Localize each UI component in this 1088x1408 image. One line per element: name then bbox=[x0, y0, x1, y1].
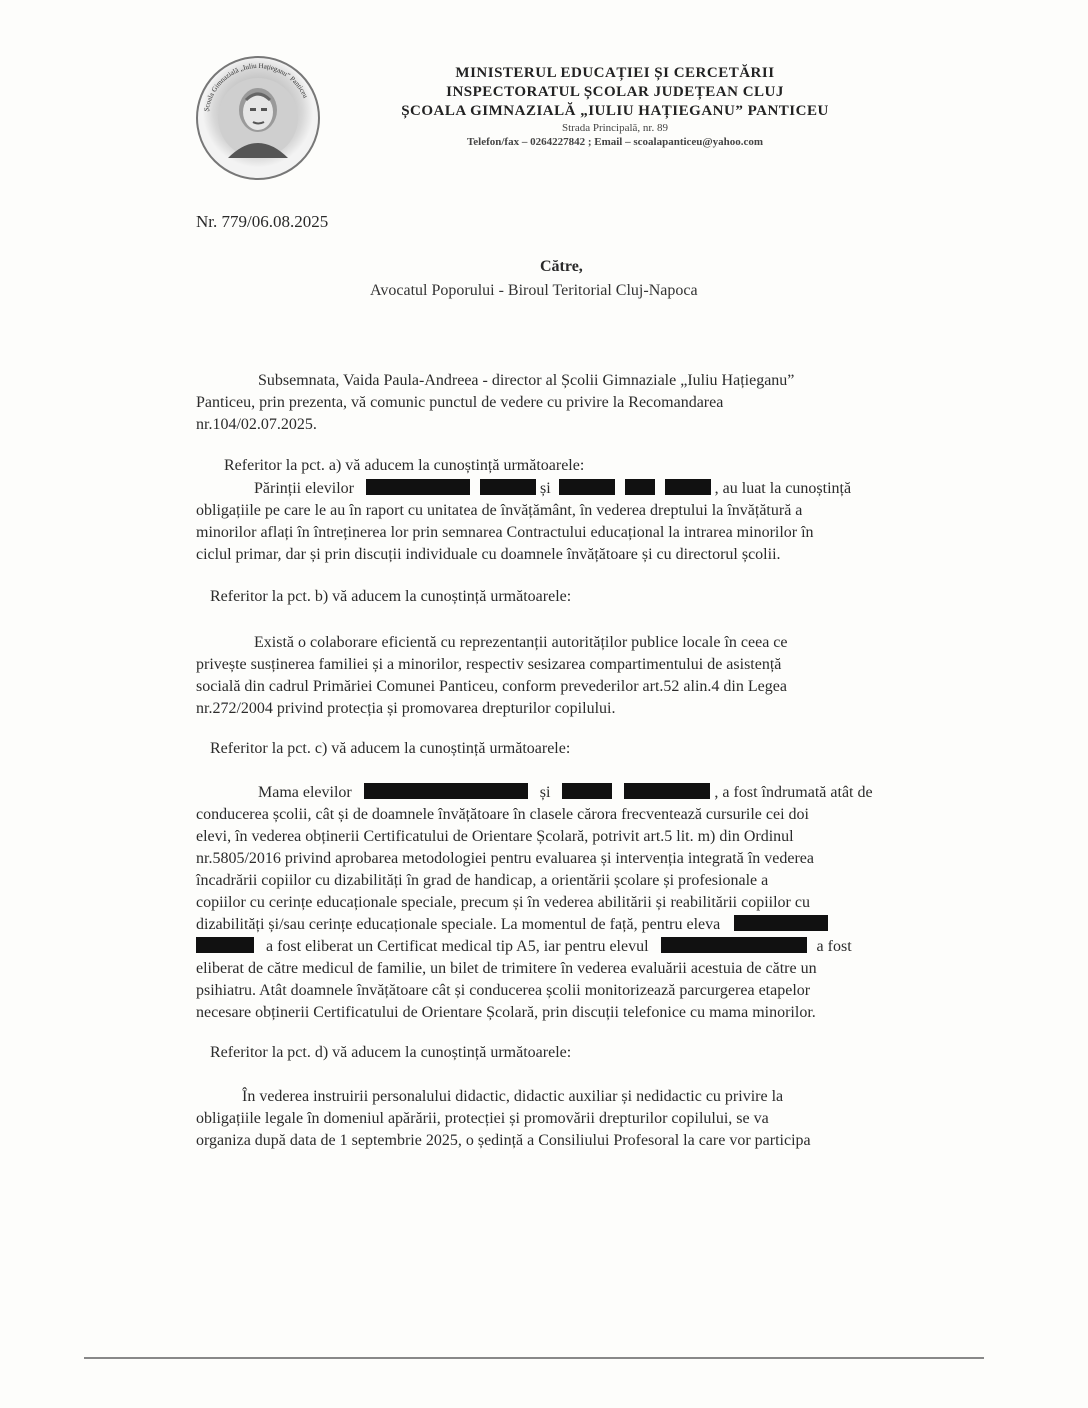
point-a-line: obligațiile pe care le au în raport cu unitatea de învățământ, în vederea dreptului la învățătură a bbox=[196, 502, 803, 519]
point-c-line: copiilor cu cerințe educaționale speciale, precum și în vederea abilitării și reabilitării copiilor cu bbox=[196, 894, 810, 911]
ministry-name: MINISTERUL EDUCAȚIEI ȘI CERCETĂRII bbox=[455, 65, 775, 81]
point-c-text: , a fost îndrumată atât de bbox=[714, 784, 873, 801]
redacted-name bbox=[734, 915, 828, 931]
redacted-name bbox=[625, 479, 655, 495]
point-c-text: a fost eliberat un Certificat medical tip A5, iar pentru elevul bbox=[266, 938, 649, 955]
inspectorate-name: INSPECTORATUL ȘCOLAR JUDEȚEAN CLUJ bbox=[446, 84, 784, 100]
point-c-text: dizabilități și/sau cerințe educaționale speciale. La momentul de față, pentru eleva bbox=[196, 916, 721, 933]
point-c-line: încadrării copiilor cu dizabilități în grad de handicap, a orientării școlare și profesionale a bbox=[196, 872, 769, 889]
point-c-line bbox=[196, 782, 873, 804]
point-b-line: socială din cadrul Primăriei Comunei Panticeu, conform prevederilor art.52 alin.4 din Legea bbox=[196, 678, 787, 695]
redacted-name bbox=[364, 783, 528, 799]
logo-ring-text: Școala Gimnazială „Iuliu Hațieganu” Panticeu bbox=[202, 61, 310, 113]
redacted-name bbox=[196, 937, 254, 953]
point-c-line: necesare obținerii Certificatului de Orientare Școlară, prin discuții telefonice cu mama minorilor. bbox=[196, 1004, 816, 1021]
point-a-text: Părinții elevilor bbox=[254, 480, 354, 497]
point-c-heading: Referitor la pct. c) vă aducem la cunoștință următoarele: bbox=[210, 740, 571, 757]
point-a-text: și bbox=[539, 480, 551, 497]
point-c-text: și bbox=[539, 784, 551, 801]
point-c-line: conducerea școlii, cât și de doamnele învățătoare în clasele cărora frecventează cursurile cei doi bbox=[196, 806, 809, 823]
recipient-name: Avocatul Poporului - Biroul Teritorial Cluj-Napoca bbox=[370, 282, 698, 299]
point-a-line: ciclul primar, dar și prin discuții individuale cu doamnele învățătoare și cu directorul școlii. bbox=[196, 546, 781, 563]
point-d-line: organiza după data de 1 septembrie 2025, o ședință a Consiliului Profesoral la care vor participa bbox=[196, 1132, 811, 1149]
school-logo bbox=[196, 56, 320, 180]
point-b-paragraph bbox=[196, 632, 788, 720]
point-c-line: eliberat de către medicul de familie, un bilet de trimitere în vederea evaluării acestuia de către un bbox=[196, 960, 817, 977]
point-a-line bbox=[196, 478, 851, 500]
point-a-line: minorilor aflați în întreținerea lor prin semnarea Contractului educațional la intrarea minorilor în bbox=[196, 524, 814, 541]
point-b-line: privește susținerea familiei și a minorilor, respectiv sesizarea compartimentului de asistență bbox=[196, 656, 782, 673]
point-d-heading: Referitor la pct. d) vă aducem la cunoștință următoarele: bbox=[210, 1044, 572, 1061]
intro-line: nr.104/02.07.2025. bbox=[196, 416, 317, 433]
portrait-icon bbox=[198, 58, 318, 178]
redacted-name bbox=[366, 479, 470, 495]
point-d-line: obligațiile legale în domeniul apărării, protecției și promovării drepturilor copilului, se va bbox=[196, 1110, 769, 1127]
letterhead bbox=[380, 64, 850, 149]
document-number: Nr. 779/06.08.2025 bbox=[196, 212, 329, 231]
point-c-line: psihiatru. Atât doamnele învățătoare cât și conducerea școlii monitorizează parcurgerea etapelor bbox=[196, 982, 811, 999]
point-b-line: nr.272/2004 privind protecția și promovarea drepturilor copilului. bbox=[196, 700, 616, 717]
redacted-name bbox=[624, 783, 710, 799]
point-d-line: În vederea instruirii personalului didactic, didactic auxiliar și nedidactic cu privire la bbox=[242, 1088, 784, 1105]
point-c-line bbox=[196, 914, 873, 936]
redacted-name bbox=[480, 479, 536, 495]
intro-paragraph bbox=[196, 370, 794, 436]
point-b-line: Există o colaborare eficientă cu reprezentanții autorităților publice locale în ceea ce bbox=[254, 634, 788, 651]
point-c-line: elevi, în vederea obținerii Certificatului de Orientare Școlară, potrivit art.5 lit. m) din Ordinul bbox=[196, 828, 794, 845]
point-b-heading: Referitor la pct. b) vă aducem la cunoștință următoarele: bbox=[210, 588, 572, 605]
redacted-name bbox=[665, 479, 711, 495]
point-c-text: Mama elevilor bbox=[258, 784, 352, 801]
point-c-text: a fost bbox=[816, 938, 852, 955]
recipient-label: Către, bbox=[540, 258, 583, 275]
point-a-heading: Referitor la pct. a) vă aducem la cunoștință următoarele: bbox=[224, 457, 585, 474]
point-d-paragraph bbox=[196, 1086, 811, 1152]
intro-line: Subsemnata, Vaida Paula-Andreea - director al Școlii Gimnaziale „Iuliu Hațieganu” bbox=[258, 372, 795, 389]
point-c-paragraph bbox=[196, 782, 873, 1024]
redacted-name bbox=[661, 937, 807, 953]
point-a-paragraph bbox=[196, 478, 851, 566]
redacted-name bbox=[559, 479, 615, 495]
school-contact: Telefon/fax – 0264227842 ; Email – scoalapanticeu@yahoo.com bbox=[466, 136, 764, 148]
point-c-line: nr.5805/2016 privind aprobarea metodologiei pentru evaluarea și intervenția integrată în vederea bbox=[196, 850, 814, 867]
school-name: ȘCOALA GIMNAZIALĂ „IULIU HAȚIEGANU” PANTICEU bbox=[401, 103, 829, 119]
redacted-name bbox=[562, 783, 612, 799]
point-c-line bbox=[196, 936, 873, 958]
point-a-text: , au luat la cunoștință bbox=[714, 480, 852, 497]
school-address: Strada Principală, nr. 89 bbox=[561, 122, 668, 134]
footer-divider bbox=[84, 1357, 984, 1359]
intro-line: Panticeu, prin prezenta, vă comunic punctul de vedere cu privire la Recomandarea bbox=[196, 394, 724, 411]
